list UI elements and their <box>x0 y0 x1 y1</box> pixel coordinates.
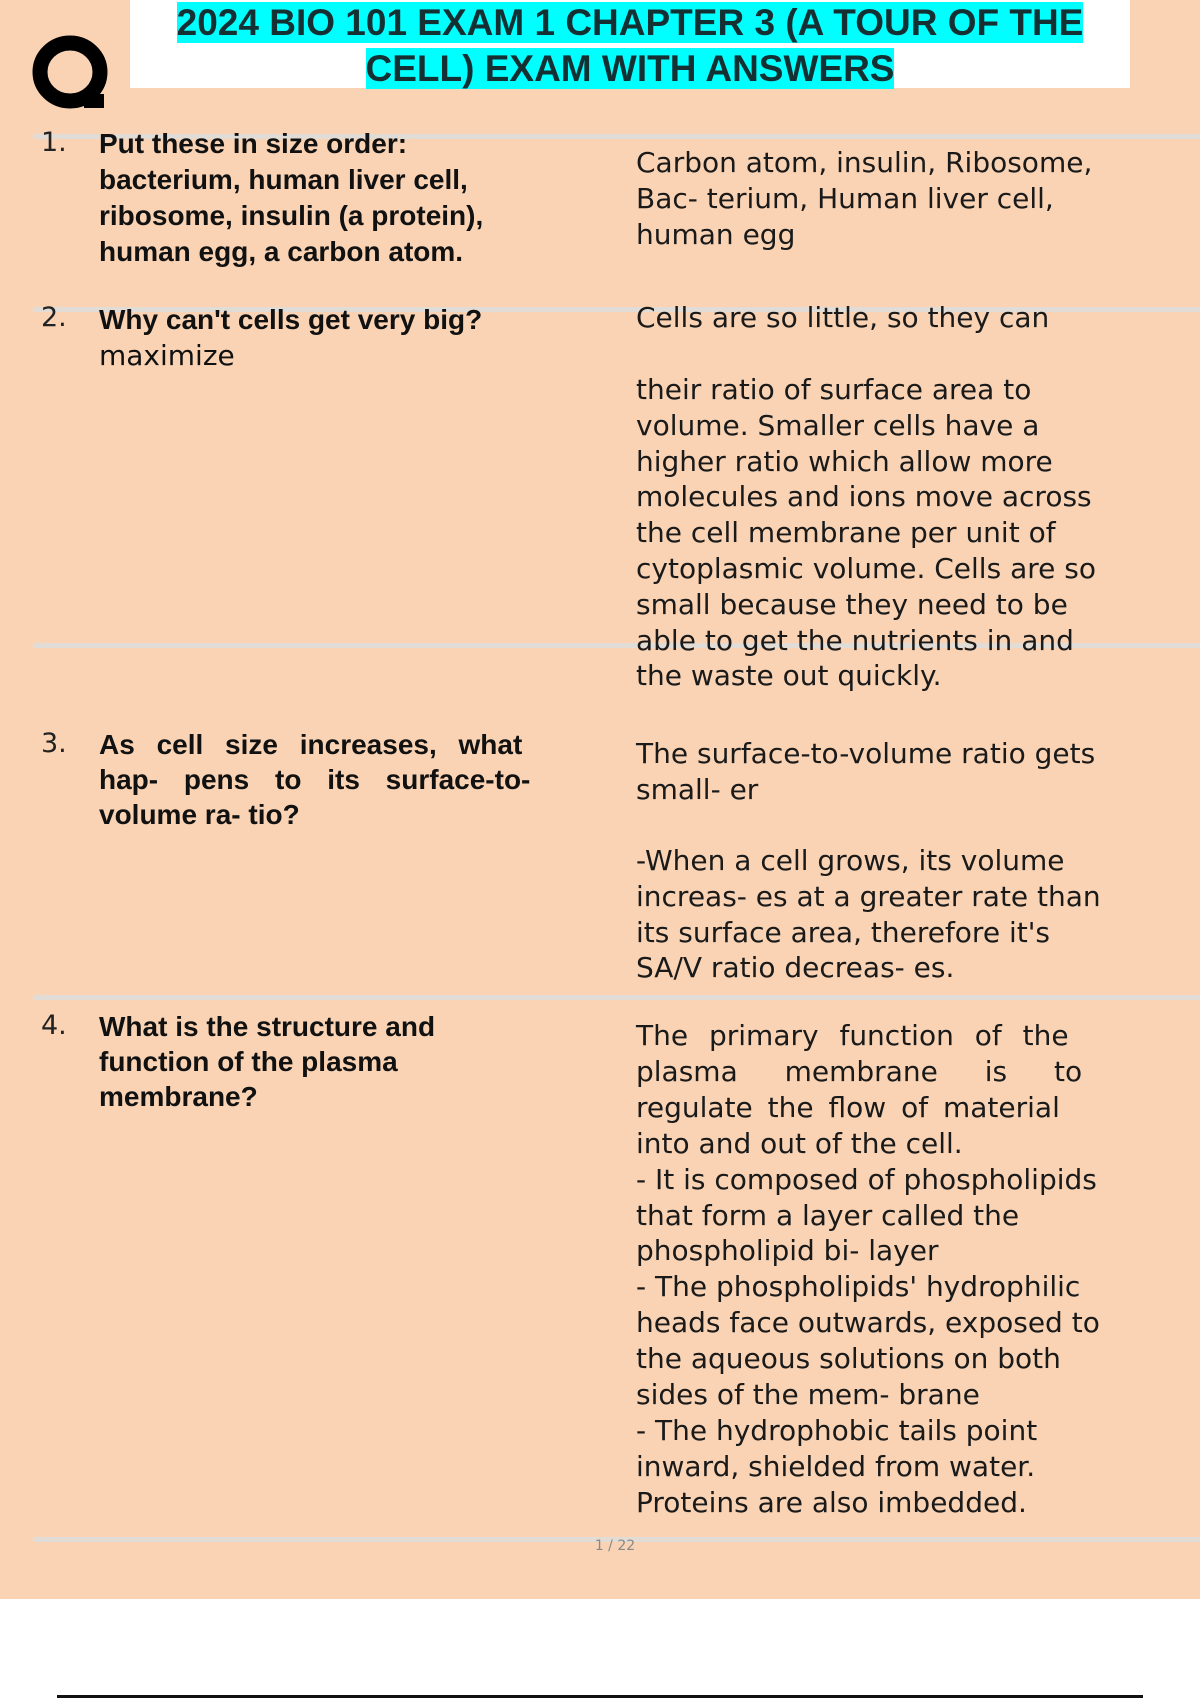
answer-line: The primary function of the <box>636 1019 1069 1052</box>
question-number: 4. <box>41 1010 67 1041</box>
question-line: Put these in size order: <box>99 128 408 159</box>
answer-line: - The hydrophobic tails point <box>636 1413 1038 1447</box>
answer-line: its surface area, therefore it's <box>636 915 1050 949</box>
question-line: hap- pens to its surface-to- <box>99 764 531 795</box>
answer-line: molecules and ions move across <box>636 480 1092 514</box>
question-number: 3. <box>41 728 67 759</box>
answer-text <box>636 1018 1100 1521</box>
question-number: 2. <box>41 302 67 333</box>
question-text <box>99 302 482 374</box>
title-line-1: 2024 BIO 101 EXAM 1 CHAPTER 3 (A TOUR OF THE <box>176 2 1084 43</box>
document-title <box>130 0 1130 88</box>
answer-line: Cells are so little, so they can <box>636 301 1050 334</box>
question-line: volume ra- tio? <box>99 799 300 830</box>
answer-line: human egg <box>636 217 796 251</box>
answer-line: the cell membrane per unit of <box>636 516 1056 550</box>
answer-text <box>636 736 1095 808</box>
answer-line: sides of the mem- brane <box>636 1378 980 1412</box>
answer-text <box>636 145 1092 252</box>
question-text <box>99 126 483 270</box>
answer-line: their ratio of surface area to <box>636 373 1032 406</box>
question-line: Why can't cells get very big? <box>99 304 483 335</box>
question-number: 1. <box>41 127 67 158</box>
question-line: What is the structure and <box>99 1011 436 1042</box>
answer-line: Bac- terium, Human liver cell, <box>636 181 1054 215</box>
question-text <box>99 1009 435 1114</box>
question-line: maximize <box>99 339 235 372</box>
q-logo-icon <box>32 34 112 114</box>
question-line: bacterium, human liver cell, <box>99 164 468 195</box>
answer-text <box>636 300 1049 336</box>
page-indicator: 1 / 22 <box>594 1538 636 1554</box>
answer-line: heads face outwards, exposed to <box>636 1306 1100 1340</box>
answer-text-continued <box>636 843 1101 986</box>
answer-line: Carbon atom, insulin, Ribosome, <box>636 146 1093 179</box>
answer-line: the aqueous solutions on both <box>636 1342 1061 1376</box>
row-divider <box>33 995 1200 1000</box>
answer-line: small- er <box>636 772 759 806</box>
answer-text-continued <box>636 372 1096 694</box>
answer-line: the waste out quickly. <box>636 659 942 693</box>
title-line-2: CELL) EXAM WITH ANSWERS <box>365 48 895 89</box>
answer-line: inward, shielded from water. <box>636 1449 1036 1483</box>
answer-line: Proteins are also imbedded. <box>636 1485 1027 1519</box>
question-line: human egg, a carbon atom. <box>99 236 464 267</box>
answer-line: into and out of the cell. <box>636 1126 963 1160</box>
answer-line: phospholipid bi- layer <box>636 1234 939 1268</box>
answer-line: - It is composed of phospholipids <box>636 1162 1097 1196</box>
answer-line: higher ratio which allow more <box>636 444 1053 478</box>
answer-line: increas- es at a greater rate than <box>636 879 1101 913</box>
answer-line: - The phospholipids' hydrophilic <box>636 1270 1081 1304</box>
answer-line: volume. Smaller cells have a <box>636 408 1040 442</box>
question-line: membrane? <box>99 1081 258 1112</box>
question-text <box>99 727 530 832</box>
answer-line: -When a cell grows, its volume <box>636 844 1065 877</box>
answer-line: plasma membrane is to <box>636 1054 1083 1088</box>
question-line: function of the plasma <box>99 1046 398 1077</box>
answer-line: able to get the nutrients in and <box>636 623 1074 657</box>
answer-line: regulate the flow of material <box>636 1090 1060 1124</box>
answer-line: small because they need to be <box>636 587 1068 621</box>
page-bottom-rule <box>57 1695 1143 1698</box>
question-line: As cell size increases, what <box>99 729 523 760</box>
question-line: ribosome, insulin (a protein), <box>99 200 484 231</box>
answer-line: that form a layer called the <box>636 1198 1020 1232</box>
answer-line: SA/V ratio decreas- es. <box>636 951 955 985</box>
answer-line: The surface-to-volume ratio gets <box>636 737 1096 770</box>
answer-line: cytoplasmic volume. Cells are so <box>636 551 1096 585</box>
